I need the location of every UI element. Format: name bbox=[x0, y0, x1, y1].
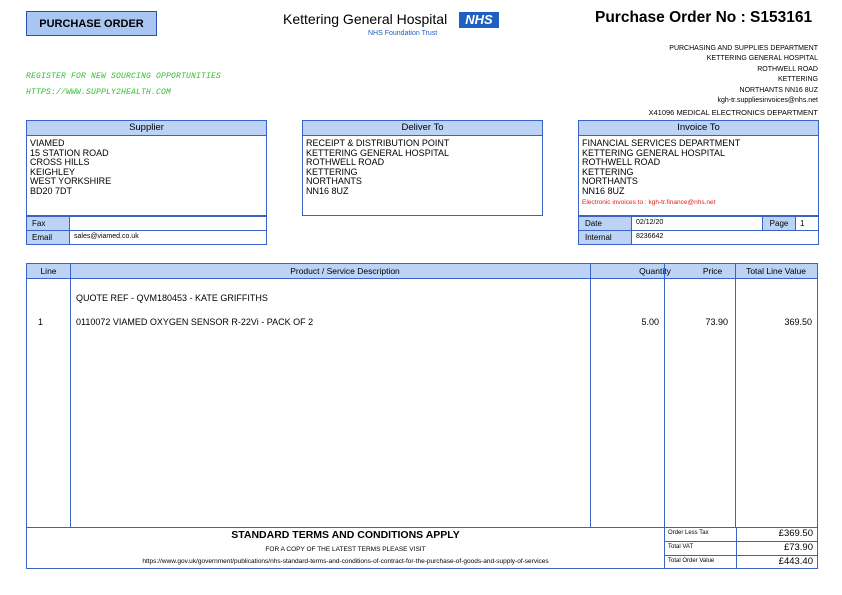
trust-name: NHS Foundation Trust bbox=[368, 30, 438, 37]
total-value: £73.90 bbox=[783, 542, 813, 553]
row-line: 1 bbox=[38, 317, 44, 327]
page-value: 1 bbox=[795, 216, 819, 231]
row-total: 369.50 bbox=[784, 317, 812, 327]
deliver-line: RECEIPT & DISTRIBUTION POINT bbox=[306, 138, 450, 148]
date-value: 02/12/20 bbox=[631, 216, 763, 231]
email-value: sales@viamed.co.uk bbox=[69, 230, 267, 245]
col-header-line: Line bbox=[27, 264, 70, 279]
deliver-box bbox=[302, 120, 543, 216]
supplier-address bbox=[27, 136, 266, 200]
internal-value: 8236642 bbox=[631, 230, 819, 245]
quote-ref: QUOTE REF - QVM180453 - KATE GRIFFITHS bbox=[76, 293, 268, 303]
total-label: Total Order Value bbox=[668, 558, 715, 564]
invoice-line: ROTHWELL ROAD bbox=[582, 157, 661, 168]
fax-label: Fax bbox=[26, 216, 70, 231]
fax-value bbox=[69, 216, 267, 231]
line-items-table bbox=[26, 263, 818, 569]
terms-title: STANDARD TERMS AND CONDITIONS APPLY bbox=[231, 529, 460, 541]
row-description: 0110072 VIAMED OXYGEN SENSOR R-22Vi - PACK OF 2 bbox=[76, 317, 314, 327]
internal-label: Internal bbox=[578, 230, 632, 245]
hospital-address bbox=[669, 44, 818, 106]
purchase-order-button: PURCHASE ORDER bbox=[26, 11, 157, 36]
supplier-line: WEST YORKSHIRE bbox=[30, 176, 112, 187]
col-divider bbox=[590, 264, 591, 527]
invoice-address bbox=[579, 136, 818, 199]
total-divider bbox=[736, 556, 737, 568]
invoice-line: NN16 8UZ bbox=[582, 185, 625, 196]
total-divider bbox=[736, 542, 737, 555]
invoice-line: FINANCIAL SERVICES DEPARTMENT bbox=[582, 138, 741, 148]
invoice-line: KETTERING GENERAL HOSPITAL bbox=[582, 147, 726, 158]
address-line: KETTERING GENERAL HOSPITAL bbox=[706, 55, 818, 63]
address-line: KETTERING bbox=[777, 76, 818, 84]
register-text: REGISTER FOR NEW SOURCING OPPORTUNITIES bbox=[26, 72, 222, 81]
address-line: ROTHWELL ROAD bbox=[757, 65, 818, 73]
invoice-box bbox=[578, 120, 819, 216]
terms-url[interactable]: https://www.gov.uk/government/publications/nhs-standard-terms-and-conditions-of-contract-for-the-purchase-of-goods-and-supply-of-services bbox=[142, 558, 549, 565]
total-value: £369.50 bbox=[778, 528, 813, 539]
electronic-invoices: Electronic invoices to : kgh-tr.finance@nhs.net bbox=[582, 198, 716, 206]
total-row bbox=[665, 556, 818, 568]
hospital-name: Kettering General Hospital bbox=[283, 11, 448, 27]
total-row bbox=[665, 542, 818, 556]
date-label: Date bbox=[578, 216, 632, 231]
po-number: Purchase Order No : S153161 bbox=[595, 9, 813, 26]
deliver-line: NORTHANTS bbox=[306, 176, 362, 187]
register-url[interactable]: HTTPS://WWW.SUPPLY2HEALTH.COM bbox=[26, 88, 172, 97]
address-line: NORTHANTS NN16 8UZ bbox=[739, 86, 818, 94]
deliver-line: KETTERING GENERAL HOSPITAL bbox=[306, 147, 450, 158]
col-header-total: Total Line Value bbox=[735, 264, 817, 279]
supplier-line: BD20 7DT bbox=[30, 185, 73, 196]
supplier-box bbox=[26, 120, 267, 216]
total-row bbox=[665, 528, 818, 542]
nhs-logo: NHS bbox=[459, 12, 499, 28]
email-label: Email bbox=[26, 230, 70, 245]
col-header-price: Price bbox=[690, 264, 735, 279]
department-code: X41096 MEDICAL ELECTRONICS DEPARTMENT bbox=[648, 108, 818, 117]
row-price: 73.90 bbox=[705, 317, 728, 327]
address-line: PURCHASING AND SUPPLIES DEPARTMENT bbox=[669, 45, 818, 52]
terms-subtitle: FOR A COPY OF THE LATEST TERMS PLEASE VISIT bbox=[265, 546, 426, 553]
deliver-line: ROTHWELL ROAD bbox=[306, 157, 385, 168]
invoice-line: NORTHANTS bbox=[582, 176, 638, 187]
deliver-line: KETTERING bbox=[306, 166, 358, 177]
supplier-line: CROSS HILLS bbox=[30, 157, 90, 168]
row-quantity: 5.00 bbox=[641, 317, 659, 327]
deliver-address bbox=[303, 136, 542, 200]
supplier-line: VIAMED bbox=[30, 138, 65, 148]
col-divider bbox=[664, 264, 665, 527]
supplier-line: 15 STATION ROAD bbox=[30, 147, 109, 158]
col-header-quantity: Quantity bbox=[620, 264, 690, 279]
deliver-line: NN16 8UZ bbox=[306, 185, 349, 196]
col-divider bbox=[735, 264, 736, 527]
totals-box bbox=[664, 528, 818, 568]
address-email: kgh-tr.suppliesinvoices@nhs.net bbox=[717, 97, 818, 105]
deliver-title: Deliver To bbox=[303, 121, 542, 136]
total-label: Total VAT bbox=[668, 544, 694, 550]
invoice-line: KETTERING bbox=[582, 166, 634, 177]
total-divider bbox=[736, 528, 737, 541]
total-value: £443.40 bbox=[778, 556, 813, 567]
total-label: Order Less Tax bbox=[668, 530, 709, 536]
page-label: Page bbox=[762, 216, 796, 231]
col-divider bbox=[70, 264, 71, 527]
supplier-title: Supplier bbox=[27, 121, 266, 136]
col-header-description: Product / Service Description bbox=[70, 264, 620, 279]
supplier-line: KEIGHLEY bbox=[30, 166, 76, 177]
invoice-title: Invoice To bbox=[579, 121, 818, 136]
